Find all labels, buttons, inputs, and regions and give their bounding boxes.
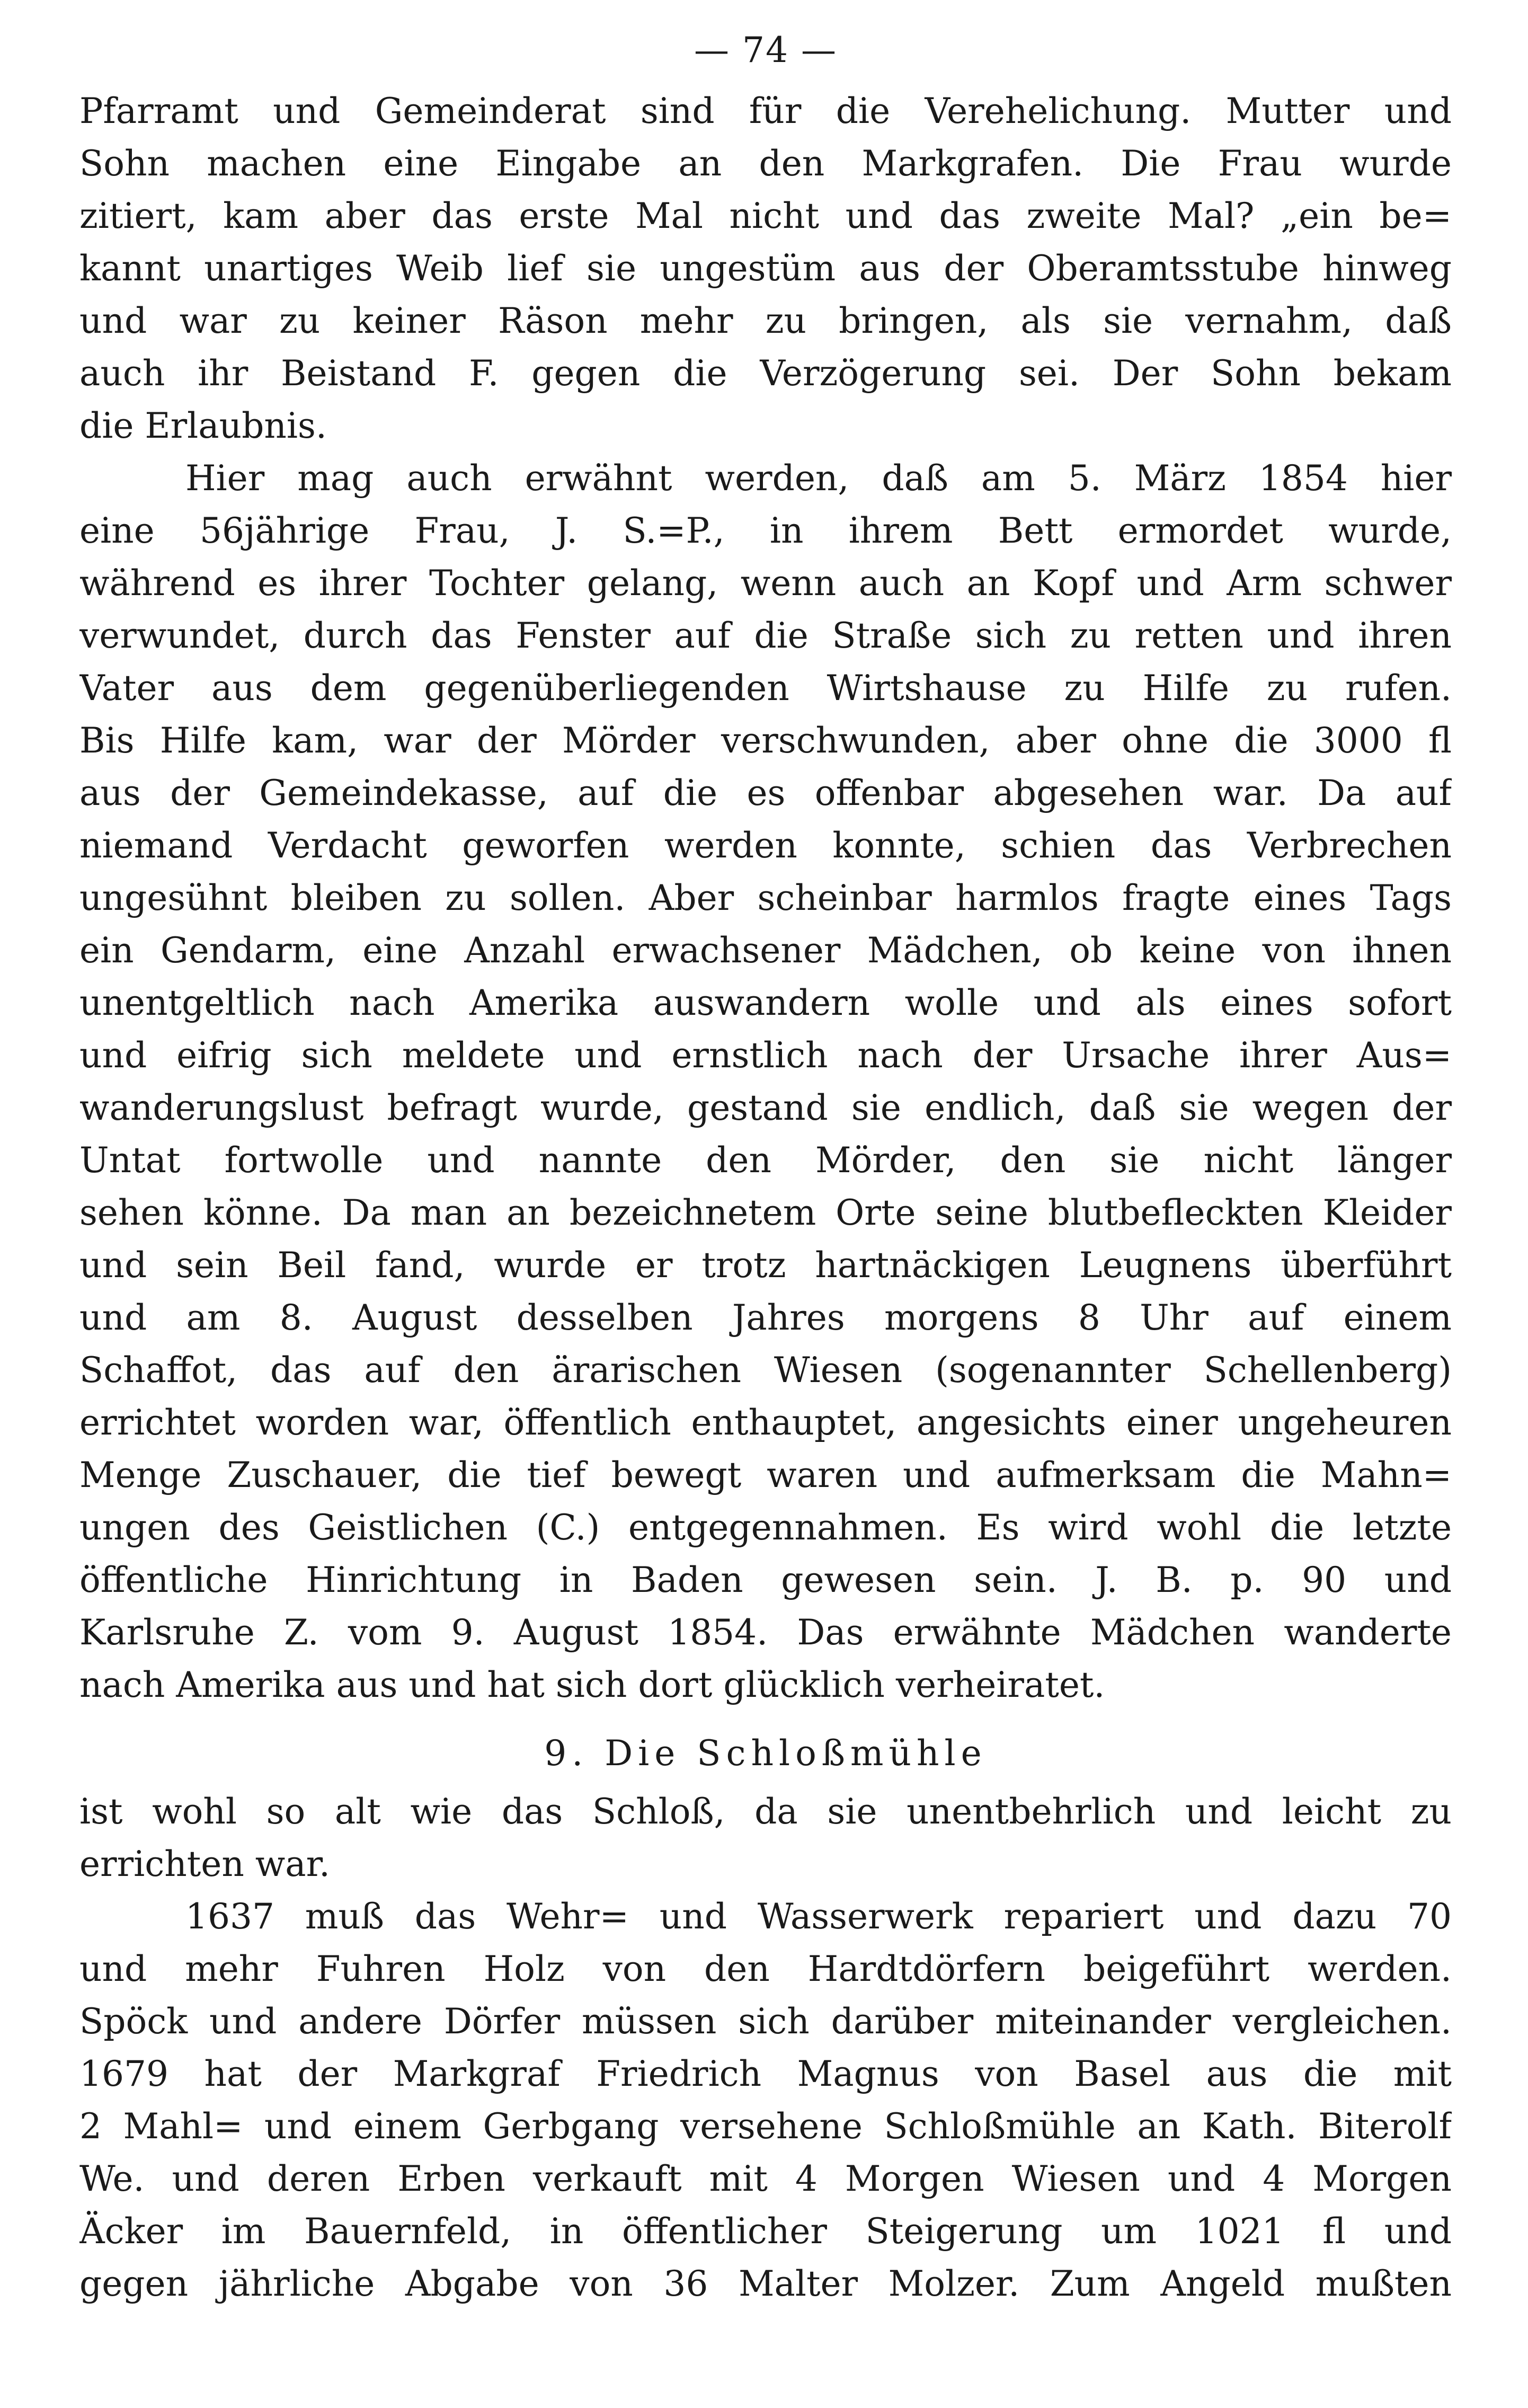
text-line: Karlsruhe Z. vom 9. August 1854. Das erwähnte Mädchen wanderte bbox=[79, 1612, 1452, 1653]
text-line: und mehr Fuhren Holz von den Hardtdörfern beigeführt werden. bbox=[79, 1949, 1452, 1989]
text-line: ungen des Geistlichen (C.) entgegennahmen. Es wird wohl die letzte bbox=[79, 1507, 1452, 1548]
text-line: verwundet, durch das Fenster auf die Straße sich zu retten und ihren bbox=[79, 615, 1452, 656]
text-line: wanderungslust befragt wurde, gestand sie endlich, daß sie wegen der bbox=[79, 1087, 1452, 1128]
text-line: Vater aus dem gegenüberliegenden Wirtshause zu Hilfe zu rufen. bbox=[79, 668, 1452, 709]
text-line: aus der Gemeindekasse, auf die es offenbar abgesehen war. Da auf bbox=[79, 773, 1452, 813]
text-line: und war zu keiner Räson mehr zu bringen, als sie vernahm, daß bbox=[79, 300, 1452, 341]
text-line: 1679 hat der Markgraf Friedrich Magnus von Basel aus die mit bbox=[79, 2053, 1452, 2094]
text-line: unentgeltlich nach Amerika auswandern wolle und als eines sofort bbox=[79, 982, 1452, 1023]
text-line: kannt unartiges Weib lief sie ungestüm aus der Oberamtsstube hinweg bbox=[79, 248, 1452, 289]
book-page bbox=[79, 21, 1452, 2310]
text-line: gegen jährliche Abgabe von 36 Malter Molzer. Zum Angeld mußten bbox=[79, 2263, 1452, 2304]
text-line: Bis Hilfe kam, war der Mörder verschwunden, aber ohne die 3000 fl bbox=[79, 720, 1452, 761]
text-line: eine 56jährige Frau, J. S.=P., in ihrem Bett ermordet wurde, bbox=[79, 510, 1452, 551]
text-line: öffentliche Hinrichtung in Baden gewesen sein. J. B. p. 90 und bbox=[79, 1560, 1452, 1600]
text-line: zitiert, kam aber das erste Mal nicht und das zweite Mal? „ein be= bbox=[79, 196, 1452, 236]
text-line: Pfarramt und Gemeinderat sind für die Verehelichung. Mutter und bbox=[79, 91, 1452, 131]
text-line: Schaffot, das auf den ärarischen Wiesen (sogenannter Schellenberg) bbox=[79, 1350, 1452, 1391]
text-line: die Erlaubnis. bbox=[79, 405, 327, 446]
section-heading bbox=[79, 1711, 1452, 1785]
text-line: Sohn machen eine Eingabe an den Markgrafen. Die Frau wurde bbox=[79, 143, 1452, 184]
text-line: errichtet worden war, öffentlich enthauptet, angesichts einer ungeheuren bbox=[79, 1402, 1452, 1443]
page-number: — 74 — bbox=[694, 30, 837, 70]
text-line: Äcker im Bauernfeld, in öffentlicher Steigerung um 1021 fl und bbox=[79, 2211, 1452, 2252]
text-line: sehen könne. Da man an bezeichnetem Orte seine blutbefleckten Kleider bbox=[79, 1192, 1452, 1233]
text-line: Spöck und andere Dörfer müssen sich darüber miteinander vergleichen. bbox=[79, 2001, 1452, 2042]
section-heading-text: 9. Die Schloßmühle bbox=[544, 1733, 987, 1774]
text-line: ungesühnt bleiben zu sollen. Aber scheinbar harmlos fragte eines Tags bbox=[79, 878, 1452, 918]
text-line: und eifrig sich meldete und ernstlich nach der Ursache ihrer Aus= bbox=[79, 1035, 1452, 1076]
paragraph bbox=[79, 1785, 1452, 1890]
text-line: 2 Mahl= und einem Gerbgang versehene Schloßmühle an Kath. Biterolf bbox=[79, 2106, 1452, 2147]
text-line: Hier mag auch erwähnt werden, daß am 5. März 1854 hier bbox=[185, 458, 1452, 499]
text-line: während es ihrer Tochter gelang, wenn auch an Kopf und Arm schwer bbox=[79, 563, 1452, 604]
paragraph bbox=[79, 85, 1452, 452]
paragraph bbox=[79, 452, 1452, 1711]
text-line: nach Amerika aus und hat sich dort glücklich verheiratet. bbox=[79, 1665, 1105, 1705]
text-line: Menge Zuschauer, die tief bewegt waren und aufmerksam die Mahn= bbox=[79, 1455, 1452, 1495]
text-line: ein Gendarm, eine Anzahl erwachsener Mädchen, ob keine von ihnen bbox=[79, 930, 1452, 971]
text-line: niemand Verdacht geworfen werden konnte, schien das Verbrechen bbox=[79, 825, 1452, 866]
paragraph bbox=[79, 1890, 1452, 2310]
text-line: 1637 muß das Wehr= und Wasserwerk repariert und dazu 70 bbox=[185, 1896, 1452, 1937]
text-line: auch ihr Beistand F. gegen die Verzögerung sei. Der Sohn bekam bbox=[79, 353, 1452, 394]
text-line: und am 8. August desselben Jahres morgens 8 Uhr auf einem bbox=[79, 1297, 1452, 1338]
text-line: ist wohl so alt wie das Schloß, da sie unentbehrlich und leicht zu bbox=[79, 1791, 1452, 1832]
text-line: und sein Beil fand, wurde er trotz hartnäckigen Leugnens überführt bbox=[79, 1245, 1452, 1286]
text-line: errichten war. bbox=[79, 1844, 330, 1884]
text-line: Untat fortwolle und nannte den Mörder, den sie nicht länger bbox=[79, 1140, 1452, 1181]
text-line: We. und deren Erben verkauft mit 4 Morgen Wiesen und 4 Morgen bbox=[79, 2158, 1452, 2199]
